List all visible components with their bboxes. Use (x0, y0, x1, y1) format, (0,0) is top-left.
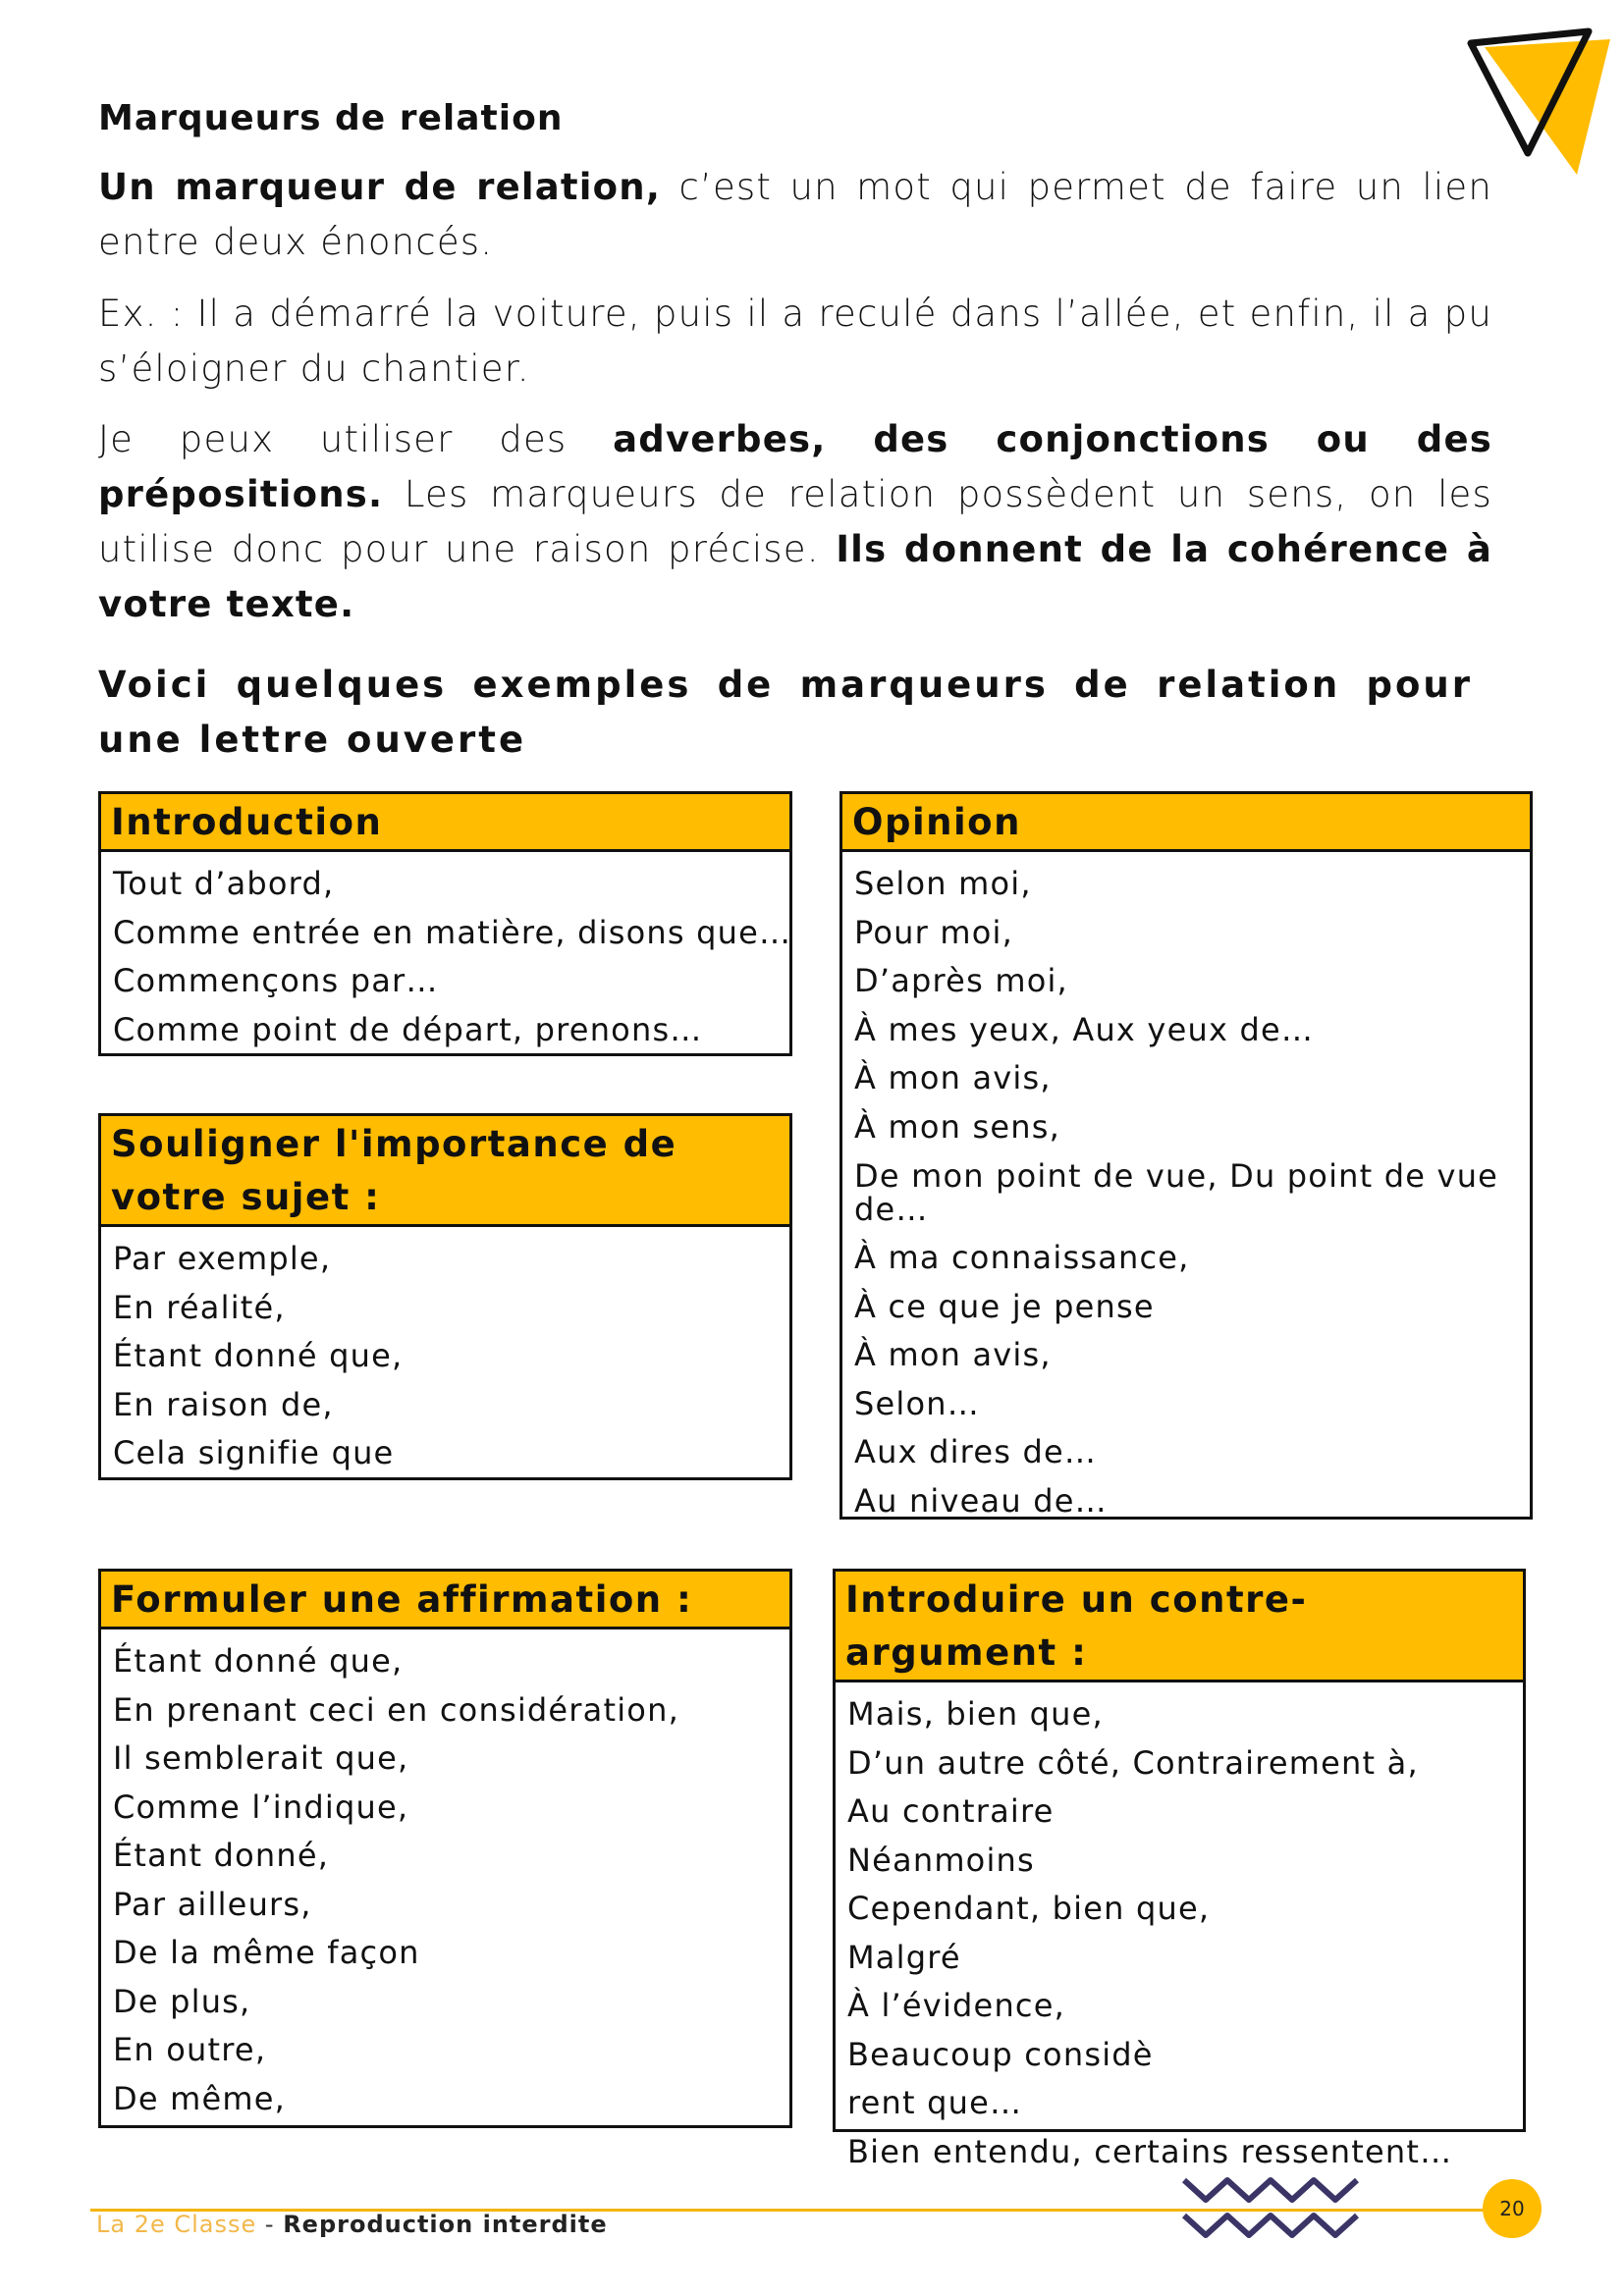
box-contre-argument (833, 1569, 1526, 2170)
list-item: Commençons par… (113, 962, 439, 999)
box-souligner-title: Souligner l'importance de votre sujet : (101, 1116, 789, 1227)
list-item: Pour moi, (854, 913, 1013, 951)
list-item: Au contraire (847, 1792, 1055, 1830)
footer-separator: - (256, 2211, 284, 2238)
page-heading: Marqueurs de relation (98, 98, 564, 138)
box-opinion-list (842, 852, 1530, 1531)
list-item: À ma connaissance, (854, 1239, 1190, 1276)
usage-text-c: Les marqueurs de relation possèdent un sens, on les utilise donc pour une raison précise. (98, 473, 1492, 570)
box-affirmation (98, 1569, 792, 2128)
examples-heading: Voici quelques exemples de marqueurs de relation pour une lettre ouverte (98, 664, 1473, 761)
page-number-badge: 20 (1483, 2179, 1542, 2238)
list-item: De même, (113, 2079, 286, 2117)
box-affirmation-list (101, 1629, 789, 2129)
box-contre-argument-list (836, 1682, 1523, 2182)
zigzag-decoration-icon (1178, 2164, 1375, 2243)
box-affirmation-title: Formuler une affirmation : (101, 1572, 789, 1629)
list-item: Par exemple, (113, 1240, 332, 1277)
list-item: Au niveau de… (854, 1481, 1108, 1520)
list-item: Étant donné, (113, 1837, 330, 1874)
list-item: Néanmoins (847, 1841, 1035, 1879)
list-item: Par ailleurs, (113, 1885, 312, 1923)
list-item: Selon… (854, 1384, 980, 1422)
footer-brand: La 2e Classe (96, 2211, 257, 2238)
list-item: D’après moi, (854, 962, 1068, 999)
list-item: Comme l’indique, (113, 1788, 409, 1826)
example-paragraph: Ex. : Il a démarré la voiture, puis il a reculé dans l’allée, et enfin, il a pu s’éloigner du chantier. (98, 293, 1492, 390)
list-item: Étant donné que, (113, 1337, 404, 1374)
box-opinion-title: Opinion (842, 794, 1530, 852)
box-opinion (839, 791, 1533, 1520)
list-item: Cependant, bien que, (847, 1890, 1211, 1927)
list-item: Malgré (847, 1938, 961, 1976)
footer-notice: Reproduction interdite (283, 2211, 608, 2238)
box-introduction-list (101, 852, 792, 1060)
usage-bold-d: Ils donnent de la cohérence à votre texte. (98, 528, 1492, 625)
usage-paragraph (98, 412, 1492, 632)
list-item: Comme point de départ, prenons… (113, 1010, 703, 1048)
box-souligner-list (101, 1227, 789, 1484)
list-item: rent que… (847, 2084, 1023, 2121)
usage-text-a: Je peux utiliser des (98, 418, 614, 460)
definition-term: Un marqueur de relation, (98, 166, 662, 208)
box-introduction-title: Introduction (101, 794, 789, 852)
list-item: En prenant ceci en considération, (113, 1690, 679, 1729)
list-item: Comme entrée en matière, disons que… (113, 913, 792, 951)
list-item: De mon point de vue, Du point de vue de… (854, 1157, 1499, 1228)
list-item: Cela signifie que (113, 1434, 395, 1471)
list-item: À l’évidence, (847, 1987, 1065, 2024)
list-item: Aux dires de… (854, 1433, 1098, 1470)
footer (96, 2211, 608, 2238)
definition-paragraph (98, 160, 1492, 270)
list-item: De la même façon (113, 1934, 420, 1971)
list-item: À mon avis, (854, 1336, 1052, 1373)
list-item: D’un autre côté, Contrairement à, (847, 1743, 1419, 1782)
list-item: Mais, bien que, (847, 1695, 1104, 1733)
list-item: En raison de, (113, 1385, 334, 1423)
box-souligner (98, 1113, 792, 1480)
list-item: Tout d’abord, (113, 865, 335, 902)
list-item: À mon avis, (854, 1059, 1052, 1096)
list-item: À ce que je pense (854, 1287, 1155, 1325)
list-item: Il semblerait que, (113, 1739, 409, 1777)
list-item: Étant donné que, (113, 1642, 404, 1680)
list-item: À mes yeux, Aux yeux de… (854, 1010, 1315, 1048)
list-item: Beaucoup considè (847, 2035, 1154, 2073)
list-item: En réalité, (113, 1288, 286, 1326)
list-item: Selon moi, (854, 865, 1032, 902)
box-introduction (98, 791, 792, 1056)
list-item: À mon sens, (854, 1107, 1060, 1146)
list-item: En outre, (113, 2031, 267, 2068)
definition-text: c’est un mot qui permet de faire un lien entre deux énoncés. (98, 166, 1492, 263)
list-item: De plus, (113, 1982, 251, 2020)
box-contre-argument-title: Introduire un contre-argument : (836, 1572, 1523, 1682)
list-item: Bien entendu, certains ressentent… (847, 2132, 1453, 2170)
usage-bold-b: adverbes, des conjonctions ou des prépositions. (98, 418, 1493, 515)
